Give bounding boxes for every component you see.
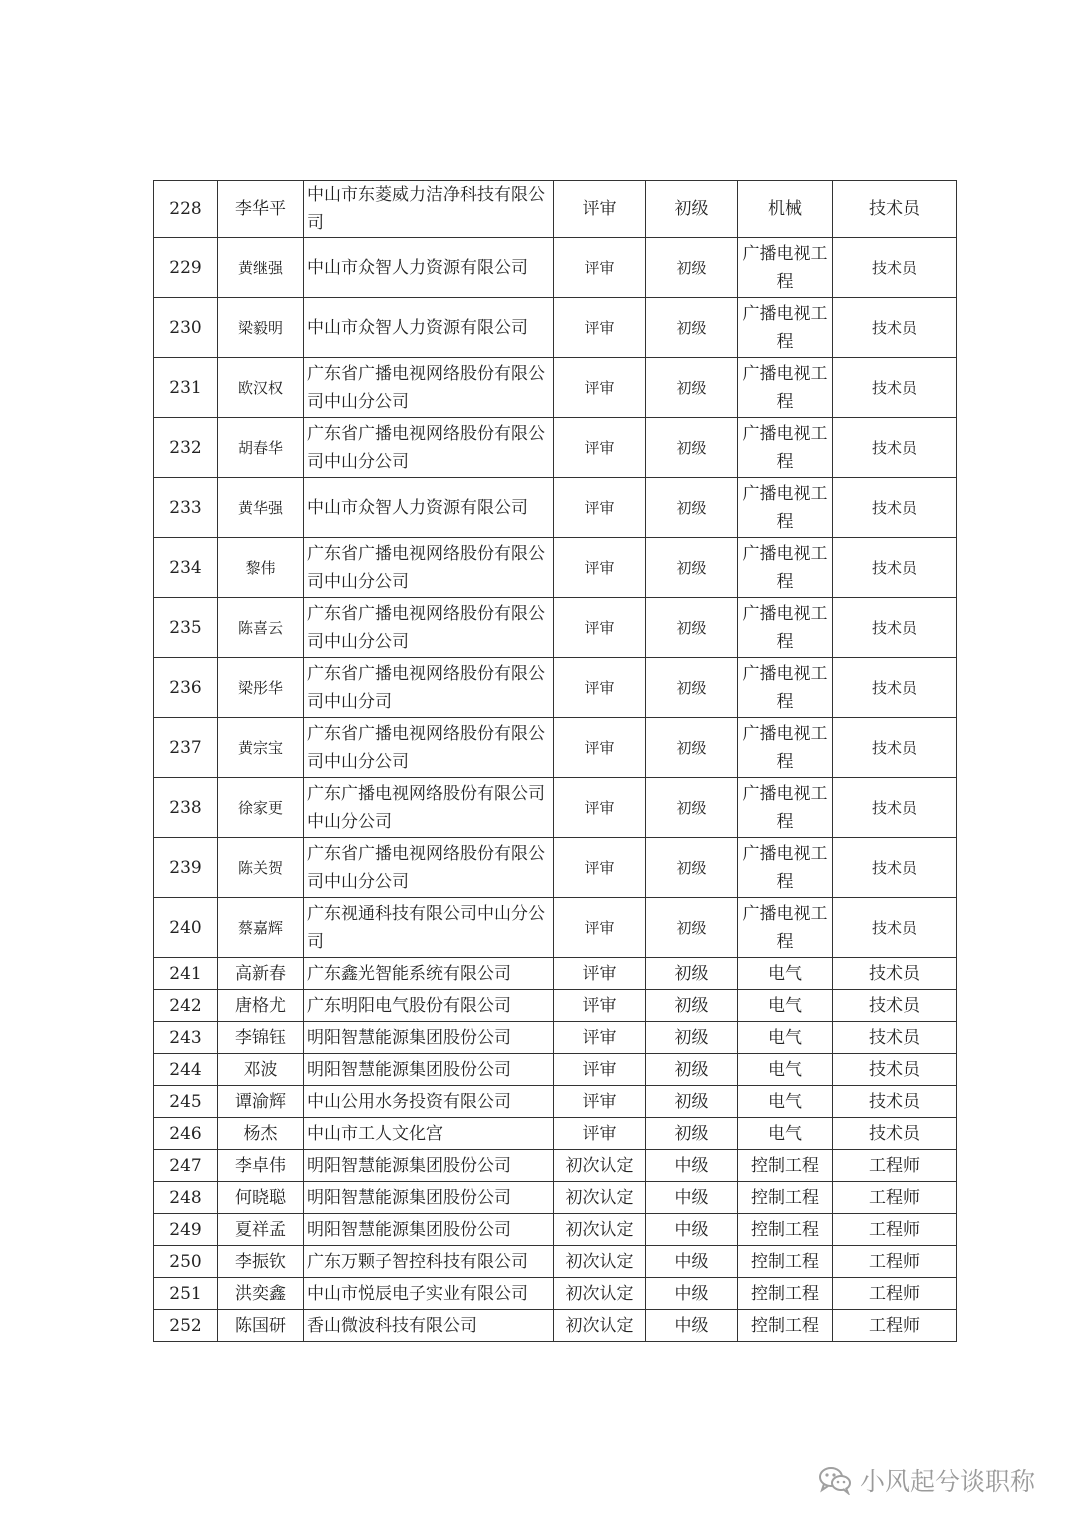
table-row (154, 1022, 957, 1054)
review-method-cell: 评审 (554, 898, 646, 958)
row-number-cell: 240 (154, 898, 218, 958)
person-name-cell: 洪奕鑫 (218, 1278, 304, 1310)
person-name-cell: 李卓伟 (218, 1150, 304, 1182)
table-row (154, 1246, 957, 1278)
job-title-cell: 工程师 (833, 1150, 957, 1182)
review-method-cell: 评审 (554, 358, 646, 418)
job-title-cell: 技术员 (833, 478, 957, 538)
review-method-cell: 评审 (554, 238, 646, 298)
person-name-cell: 何晓聪 (218, 1182, 304, 1214)
company-name-cell: 中山市悦辰电子实业有限公司 (304, 1278, 554, 1310)
job-title-cell: 技术员 (833, 358, 957, 418)
row-number-cell: 234 (154, 538, 218, 598)
job-title-cell: 工程师 (833, 1182, 957, 1214)
job-title-cell: 技术员 (833, 181, 957, 238)
person-name-cell: 梁毅明 (218, 298, 304, 358)
person-name-cell: 杨杰 (218, 1118, 304, 1150)
major-cell: 电气 (738, 990, 833, 1022)
major-cell: 电气 (738, 1086, 833, 1118)
table-row (154, 1086, 957, 1118)
table-row (154, 418, 957, 478)
title-level-cell: 初级 (646, 238, 738, 298)
row-number-cell: 252 (154, 1310, 218, 1342)
review-method-cell: 初次认定 (554, 1278, 646, 1310)
roster-table (153, 180, 957, 1342)
major-cell: 广播电视工程 (738, 658, 833, 718)
major-cell: 控制工程 (738, 1310, 833, 1342)
table-row (154, 1182, 957, 1214)
review-method-cell: 评审 (554, 958, 646, 990)
company-name-cell: 中山市众智人力资源有限公司 (304, 478, 554, 538)
table-row (154, 1150, 957, 1182)
table-row (154, 1054, 957, 1086)
major-cell: 电气 (738, 958, 833, 990)
row-number-cell: 247 (154, 1150, 218, 1182)
major-cell: 控制工程 (738, 1246, 833, 1278)
major-cell: 广播电视工程 (738, 358, 833, 418)
title-level-cell: 初级 (646, 478, 738, 538)
review-method-cell: 评审 (554, 778, 646, 838)
review-method-cell: 评审 (554, 658, 646, 718)
table-row (154, 1118, 957, 1150)
review-method-cell: 评审 (554, 418, 646, 478)
row-number-cell: 230 (154, 298, 218, 358)
row-number-cell: 246 (154, 1118, 218, 1150)
title-level-cell: 中级 (646, 1182, 738, 1214)
person-name-cell: 黄华强 (218, 478, 304, 538)
title-level-cell: 初级 (646, 838, 738, 898)
row-number-cell: 235 (154, 598, 218, 658)
job-title-cell: 技术员 (833, 778, 957, 838)
company-name-cell: 广东省广播电视网络股份有限公司中山分公司 (304, 598, 554, 658)
major-cell: 广播电视工程 (738, 538, 833, 598)
row-number-cell: 245 (154, 1086, 218, 1118)
row-number-cell: 243 (154, 1022, 218, 1054)
company-name-cell: 明阳智慧能源集团股份公司 (304, 1054, 554, 1086)
table-row (154, 598, 957, 658)
title-level-cell: 中级 (646, 1310, 738, 1342)
review-method-cell: 评审 (554, 1086, 646, 1118)
table-row (154, 658, 957, 718)
job-title-cell: 工程师 (833, 1246, 957, 1278)
title-level-cell: 初级 (646, 298, 738, 358)
company-name-cell: 中山市众智人力资源有限公司 (304, 238, 554, 298)
review-method-cell: 评审 (554, 598, 646, 658)
person-name-cell: 夏祥孟 (218, 1214, 304, 1246)
company-name-cell: 明阳智慧能源集团股份公司 (304, 1150, 554, 1182)
title-level-cell: 初级 (646, 1054, 738, 1086)
company-name-cell: 广东省广播电视网络股份有限公司中山分公司 (304, 718, 554, 778)
job-title-cell: 工程师 (833, 1214, 957, 1246)
row-number-cell: 238 (154, 778, 218, 838)
title-level-cell: 初级 (646, 598, 738, 658)
job-title-cell: 技术员 (833, 898, 957, 958)
company-name-cell: 广东广播电视网络股份有限公司中山分公司 (304, 778, 554, 838)
review-method-cell: 评审 (554, 838, 646, 898)
job-title-cell: 工程师 (833, 1278, 957, 1310)
company-name-cell: 中山市工人文化宫 (304, 1118, 554, 1150)
table-row (154, 358, 957, 418)
company-name-cell: 中山市众智人力资源有限公司 (304, 298, 554, 358)
person-name-cell: 李锦钰 (218, 1022, 304, 1054)
table-row (154, 1278, 957, 1310)
major-cell: 控制工程 (738, 1214, 833, 1246)
review-method-cell: 评审 (554, 538, 646, 598)
watermark (818, 1462, 1035, 1498)
table-row (154, 990, 957, 1022)
title-level-cell: 中级 (646, 1246, 738, 1278)
company-name-cell: 明阳智慧能源集团股份公司 (304, 1214, 554, 1246)
person-name-cell: 谭渝辉 (218, 1086, 304, 1118)
job-title-cell: 工程师 (833, 1310, 957, 1342)
title-level-cell: 初级 (646, 418, 738, 478)
company-name-cell: 明阳智慧能源集团股份公司 (304, 1182, 554, 1214)
title-level-cell: 初级 (646, 958, 738, 990)
person-name-cell: 李华平 (218, 181, 304, 238)
row-number-cell: 237 (154, 718, 218, 778)
row-number-cell: 242 (154, 990, 218, 1022)
company-name-cell: 广东视通科技有限公司中山分公司 (304, 898, 554, 958)
company-name-cell: 中山市东菱威力洁净科技有限公司 (304, 181, 554, 238)
major-cell: 电气 (738, 1054, 833, 1086)
review-method-cell: 评审 (554, 1022, 646, 1054)
person-name-cell: 李振钦 (218, 1246, 304, 1278)
title-level-cell: 初级 (646, 538, 738, 598)
major-cell: 电气 (738, 1118, 833, 1150)
review-method-cell: 评审 (554, 181, 646, 238)
person-name-cell: 徐家更 (218, 778, 304, 838)
review-method-cell: 评审 (554, 990, 646, 1022)
row-number-cell: 248 (154, 1182, 218, 1214)
review-method-cell: 初次认定 (554, 1182, 646, 1214)
person-name-cell: 陈国研 (218, 1310, 304, 1342)
review-method-cell: 初次认定 (554, 1310, 646, 1342)
table-row (154, 838, 957, 898)
person-name-cell: 邓波 (218, 1054, 304, 1086)
person-name-cell: 欧汉权 (218, 358, 304, 418)
company-name-cell: 广东省广播电视网络股份有限公司中山分公司 (304, 838, 554, 898)
watermark-text: 小风起兮谈职称 (860, 1467, 1036, 1496)
major-cell: 广播电视工程 (738, 778, 833, 838)
row-number-cell: 229 (154, 238, 218, 298)
title-level-cell: 中级 (646, 1150, 738, 1182)
table-row (154, 538, 957, 598)
title-level-cell: 初级 (646, 990, 738, 1022)
major-cell: 广播电视工程 (738, 298, 833, 358)
job-title-cell: 技术员 (833, 838, 957, 898)
major-cell: 广播电视工程 (738, 238, 833, 298)
major-cell: 机械 (738, 181, 833, 238)
person-name-cell: 梁彤华 (218, 658, 304, 718)
table-row (154, 718, 957, 778)
roster-body (154, 181, 957, 1342)
company-name-cell: 广东万颗子智控科技有限公司 (304, 1246, 554, 1278)
table-row (154, 238, 957, 298)
table-row (154, 898, 957, 958)
job-title-cell: 技术员 (833, 718, 957, 778)
person-name-cell: 黄宗宝 (218, 718, 304, 778)
major-cell: 广播电视工程 (738, 418, 833, 478)
major-cell: 广播电视工程 (738, 718, 833, 778)
title-level-cell: 中级 (646, 1214, 738, 1246)
review-method-cell: 评审 (554, 478, 646, 538)
review-method-cell: 初次认定 (554, 1150, 646, 1182)
major-cell: 广播电视工程 (738, 478, 833, 538)
person-name-cell: 蔡嘉辉 (218, 898, 304, 958)
table-row (154, 181, 957, 238)
table-row (154, 478, 957, 538)
table-row (154, 1310, 957, 1342)
row-number-cell: 233 (154, 478, 218, 538)
row-number-cell: 228 (154, 181, 218, 238)
job-title-cell: 技术员 (833, 1054, 957, 1086)
job-title-cell: 技术员 (833, 1118, 957, 1150)
row-number-cell: 231 (154, 358, 218, 418)
review-method-cell: 评审 (554, 718, 646, 778)
table-row (154, 958, 957, 990)
major-cell: 控制工程 (738, 1150, 833, 1182)
title-level-cell: 初级 (646, 1118, 738, 1150)
company-name-cell: 广东省广播电视网络股份有限公司中山分司 (304, 658, 554, 718)
major-cell: 控制工程 (738, 1182, 833, 1214)
major-cell: 电气 (738, 1022, 833, 1054)
table-row (154, 1214, 957, 1246)
row-number-cell: 232 (154, 418, 218, 478)
major-cell: 广播电视工程 (738, 898, 833, 958)
company-name-cell: 广东省广播电视网络股份有限公司中山分公司 (304, 358, 554, 418)
row-number-cell: 239 (154, 838, 218, 898)
review-method-cell: 初次认定 (554, 1214, 646, 1246)
job-title-cell: 技术员 (833, 658, 957, 718)
job-title-cell: 技术员 (833, 1086, 957, 1118)
job-title-cell: 技术员 (833, 990, 957, 1022)
company-name-cell: 广东明阳电气股份有限公司 (304, 990, 554, 1022)
title-level-cell: 初级 (646, 1086, 738, 1118)
job-title-cell: 技术员 (833, 538, 957, 598)
job-title-cell: 技术员 (833, 418, 957, 478)
major-cell: 广播电视工程 (738, 598, 833, 658)
row-number-cell: 244 (154, 1054, 218, 1086)
job-title-cell: 技术员 (833, 298, 957, 358)
row-number-cell: 250 (154, 1246, 218, 1278)
job-title-cell: 技术员 (833, 1022, 957, 1054)
title-level-cell: 初级 (646, 778, 738, 838)
company-name-cell: 明阳智慧能源集团股份公司 (304, 1022, 554, 1054)
title-level-cell: 初级 (646, 898, 738, 958)
company-name-cell: 广东省广播电视网络股份有限公司中山分公司 (304, 538, 554, 598)
title-level-cell: 初级 (646, 1022, 738, 1054)
review-method-cell: 评审 (554, 1054, 646, 1086)
title-level-cell: 中级 (646, 1278, 738, 1310)
job-title-cell: 技术员 (833, 598, 957, 658)
row-number-cell: 251 (154, 1278, 218, 1310)
title-level-cell: 初级 (646, 658, 738, 718)
job-title-cell: 技术员 (833, 958, 957, 990)
table-row (154, 298, 957, 358)
person-name-cell: 陈喜云 (218, 598, 304, 658)
person-name-cell: 黎伟 (218, 538, 304, 598)
title-level-cell: 初级 (646, 718, 738, 778)
title-level-cell: 初级 (646, 358, 738, 418)
job-title-cell: 技术员 (833, 238, 957, 298)
company-name-cell: 广东省广播电视网络股份有限公司中山分公司 (304, 418, 554, 478)
wechat-icon (818, 1465, 852, 1495)
company-name-cell: 香山微波科技有限公司 (304, 1310, 554, 1342)
person-name-cell: 胡春华 (218, 418, 304, 478)
person-name-cell: 黄继强 (218, 238, 304, 298)
company-name-cell: 广东鑫光智能系统有限公司 (304, 958, 554, 990)
person-name-cell: 唐格尤 (218, 990, 304, 1022)
review-method-cell: 评审 (554, 298, 646, 358)
title-level-cell: 初级 (646, 181, 738, 238)
major-cell: 控制工程 (738, 1278, 833, 1310)
person-name-cell: 陈关贺 (218, 838, 304, 898)
table-row (154, 778, 957, 838)
review-method-cell: 初次认定 (554, 1246, 646, 1278)
major-cell: 广播电视工程 (738, 838, 833, 898)
person-name-cell: 高新春 (218, 958, 304, 990)
company-name-cell: 中山公用水务投资有限公司 (304, 1086, 554, 1118)
row-number-cell: 241 (154, 958, 218, 990)
row-number-cell: 236 (154, 658, 218, 718)
row-number-cell: 249 (154, 1214, 218, 1246)
review-method-cell: 评审 (554, 1118, 646, 1150)
